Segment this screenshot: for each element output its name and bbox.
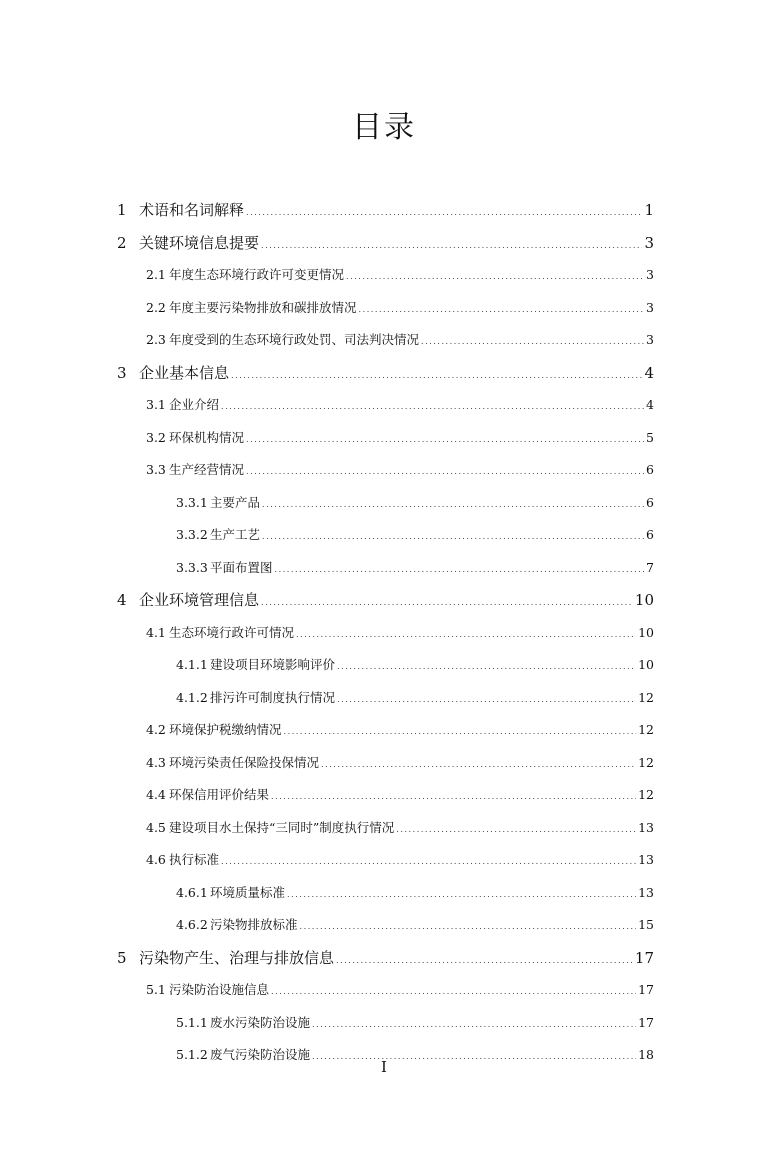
toc-leader-dots (296, 621, 636, 645)
toc-entry-label: 企业基本信息 (139, 363, 230, 382)
toc-entry-page: 7 (646, 559, 654, 575)
toc-leader-dots (287, 881, 636, 905)
toc-entry-page: 17 (634, 948, 654, 967)
toc-entry-number: 4.1 (146, 624, 166, 640)
toc-entry-label: 废水污染防治设施 (210, 1014, 311, 1030)
toc-entry-label: 主要产品 (210, 494, 261, 510)
toc-entry-number: 3.3.3 (176, 559, 208, 575)
toc-entry-label: 生产经营情况 (169, 462, 245, 477)
toc-entry-label: 平面布置图 (210, 559, 273, 575)
toc-entry[interactable] (146, 718, 654, 742)
toc-entry-number: 2.3 (146, 332, 166, 347)
toc-entry-label: 年度生态环境行政许可变更情况 (169, 267, 345, 282)
toc-entry-page: 12 (638, 754, 654, 770)
toc-entry[interactable] (176, 1011, 654, 1035)
toc-leader-dots (261, 588, 633, 612)
toc-entry-number: 5.1.2 (176, 1047, 208, 1062)
toc-entry-number: 3.2 (146, 429, 166, 445)
toc-entry-page: 15 (638, 917, 654, 932)
toc-entry-page: 12 (638, 787, 654, 802)
toc-leader-dots (421, 328, 644, 352)
toc-entry-number: 4.1.1 (176, 657, 208, 672)
toc-leader-dots (246, 458, 644, 482)
toc-entry-label: 环境污染责任保险投保情况 (169, 754, 320, 770)
toc-entry-label: 建设项目环境影响评价 (210, 657, 336, 672)
toc-entry-page: 17 (638, 1014, 654, 1030)
toc-leader-dots (275, 556, 645, 580)
toc-entry[interactable] (146, 426, 654, 450)
toc-entry-page: 3 (646, 299, 654, 315)
toc-entry-label: 年度受到的生态环境行政处罚、司法判决情况 (169, 332, 420, 347)
toc-entry-label: 生产工艺 (210, 527, 261, 542)
toc-entry[interactable] (176, 881, 654, 905)
toc-entry[interactable] (146, 978, 654, 1002)
toc-entry-page: 13 (638, 819, 654, 835)
toc-entry-page: 6 (646, 462, 654, 477)
toc-leader-dots (262, 523, 644, 547)
toc-leader-dots (359, 296, 645, 320)
toc-leader-dots (312, 1011, 636, 1035)
toc-entry-label: 生态环境行政许可情况 (169, 624, 295, 640)
toc-entry[interactable] (146, 263, 654, 287)
toc-leader-dots (262, 491, 644, 515)
toc-entry-page: 6 (646, 527, 654, 542)
toc-entry-label: 废气污染防治设施 (210, 1047, 311, 1062)
toc-entry-label: 关键环境信息提要 (139, 233, 260, 252)
toc-entry-label: 环保信用评价结果 (169, 787, 270, 802)
toc-entry[interactable] (176, 653, 654, 677)
toc-entry[interactable] (176, 686, 654, 710)
toc-entry-page: 13 (638, 884, 654, 900)
toc-entry-page: 18 (638, 1047, 654, 1062)
toc-entry-page: 12 (638, 722, 654, 737)
toc-entry[interactable] (117, 946, 654, 970)
toc-entry-label: 企业环境管理信息 (139, 591, 260, 609)
toc-entry-page: 4 (646, 397, 654, 412)
toc-entry[interactable] (176, 523, 654, 547)
toc-entry-page: 13 (638, 852, 654, 867)
toc-entry-number: 2 (117, 233, 127, 252)
toc-entry[interactable] (146, 816, 654, 840)
toc-entry[interactable] (176, 491, 654, 515)
toc-leader-dots (346, 263, 644, 287)
toc-entry[interactable] (117, 231, 654, 255)
toc-leader-dots (246, 198, 642, 222)
toc-leader-dots (271, 978, 636, 1002)
toc-entry[interactable] (146, 848, 654, 872)
toc-entry-label: 年度主要污染物排放和碳排放情况 (169, 299, 357, 315)
toc-leader-dots (337, 686, 636, 710)
toc-entry[interactable] (146, 783, 654, 807)
toc-entry-page: 1 (644, 201, 654, 219)
toc-entry-number: 3.3.1 (176, 494, 208, 510)
toc-entry[interactable] (117, 361, 654, 385)
toc-entry-page: 3 (644, 233, 654, 252)
toc-entry-label: 企业介绍 (169, 397, 220, 412)
toc-entry-label: 污染物产生、治理与排放信息 (139, 948, 335, 967)
toc-entry[interactable] (146, 751, 654, 775)
toc-entry-number: 2.1 (146, 267, 166, 282)
toc-entry-number: 3.3 (146, 462, 166, 477)
toc-entry-label: 执行标准 (169, 852, 220, 867)
toc-entry-label: 环境质量标准 (210, 884, 286, 900)
toc-entry-number: 2.2 (146, 299, 166, 315)
toc-entry-page: 6 (646, 494, 654, 510)
toc-entry-label: 排污许可制度执行情况 (210, 689, 336, 705)
toc-entry-number: 4.6.1 (176, 884, 208, 900)
toc-entry-page: 10 (638, 657, 654, 672)
page-number: I (381, 1058, 387, 1076)
toc-entry-number: 4.3 (146, 754, 166, 770)
toc-entry[interactable] (146, 621, 654, 645)
toc-entry-page: 10 (638, 624, 654, 640)
toc-entry-label: 环境保护税缴纳情况 (169, 722, 282, 737)
toc-leader-dots (321, 751, 636, 775)
toc-entry-number: 3 (117, 363, 127, 382)
toc-entry[interactable] (146, 458, 654, 482)
toc-entry[interactable] (146, 296, 654, 320)
toc-leader-dots (261, 231, 642, 255)
toc-entry-page: 10 (634, 591, 654, 609)
toc-leader-dots (396, 816, 636, 840)
toc-entry-label: 污染物排放标准 (210, 917, 298, 932)
toc-entry-number: 4.6.2 (176, 917, 208, 932)
toc-entry-label: 术语和名词解释 (139, 201, 245, 219)
toc-leader-dots (221, 393, 644, 417)
toc-entry-page: 17 (638, 982, 654, 997)
toc-entry[interactable] (146, 393, 654, 417)
toc-entry-number: 5 (117, 948, 127, 967)
toc-leader-dots (336, 946, 633, 970)
toc-entry-number: 1 (117, 201, 127, 219)
toc-leader-dots (300, 913, 637, 937)
toc-entry-number: 4.1.2 (176, 689, 208, 705)
toc-entry-number: 5.1 (146, 982, 166, 997)
toc-entry[interactable] (176, 913, 654, 937)
toc-leader-dots (271, 783, 636, 807)
toc-entry-number: 3.3.2 (176, 527, 208, 542)
toc-entry-label: 建设项目水土保持“三同时”制度执行情况 (169, 819, 395, 835)
toc-entry[interactable] (146, 328, 654, 352)
toc-entry-page: 12 (638, 689, 654, 705)
toc-entry-number: 4.6 (146, 852, 166, 867)
toc-entry-page: 3 (646, 332, 654, 347)
toc-entry-number: 4.4 (146, 787, 166, 802)
toc-leader-dots (284, 718, 637, 742)
toc-entry-label: 环保机构情况 (169, 429, 245, 445)
toc-entry-label: 污染防治设施信息 (169, 982, 270, 997)
toc-entry-number: 4.5 (146, 819, 166, 835)
toc-leader-dots (246, 426, 644, 450)
toc-entry-page: 4 (644, 363, 654, 382)
toc-entry[interactable] (176, 556, 654, 580)
toc-leader-dots (337, 653, 636, 677)
toc-entry-page: 5 (646, 429, 654, 445)
toc-entry-number: 4.2 (146, 722, 166, 737)
toc-title: 目录 (352, 110, 416, 145)
toc-entry[interactable] (117, 198, 654, 222)
toc-leader-dots (231, 361, 642, 385)
toc-entry-number: 4 (117, 591, 127, 609)
toc-entry-number: 3.1 (146, 397, 166, 412)
toc-entry-page: 3 (646, 267, 654, 282)
toc-entry[interactable] (117, 588, 654, 612)
toc-entry-number: 5.1.1 (176, 1014, 208, 1030)
toc-leader-dots (221, 848, 636, 872)
